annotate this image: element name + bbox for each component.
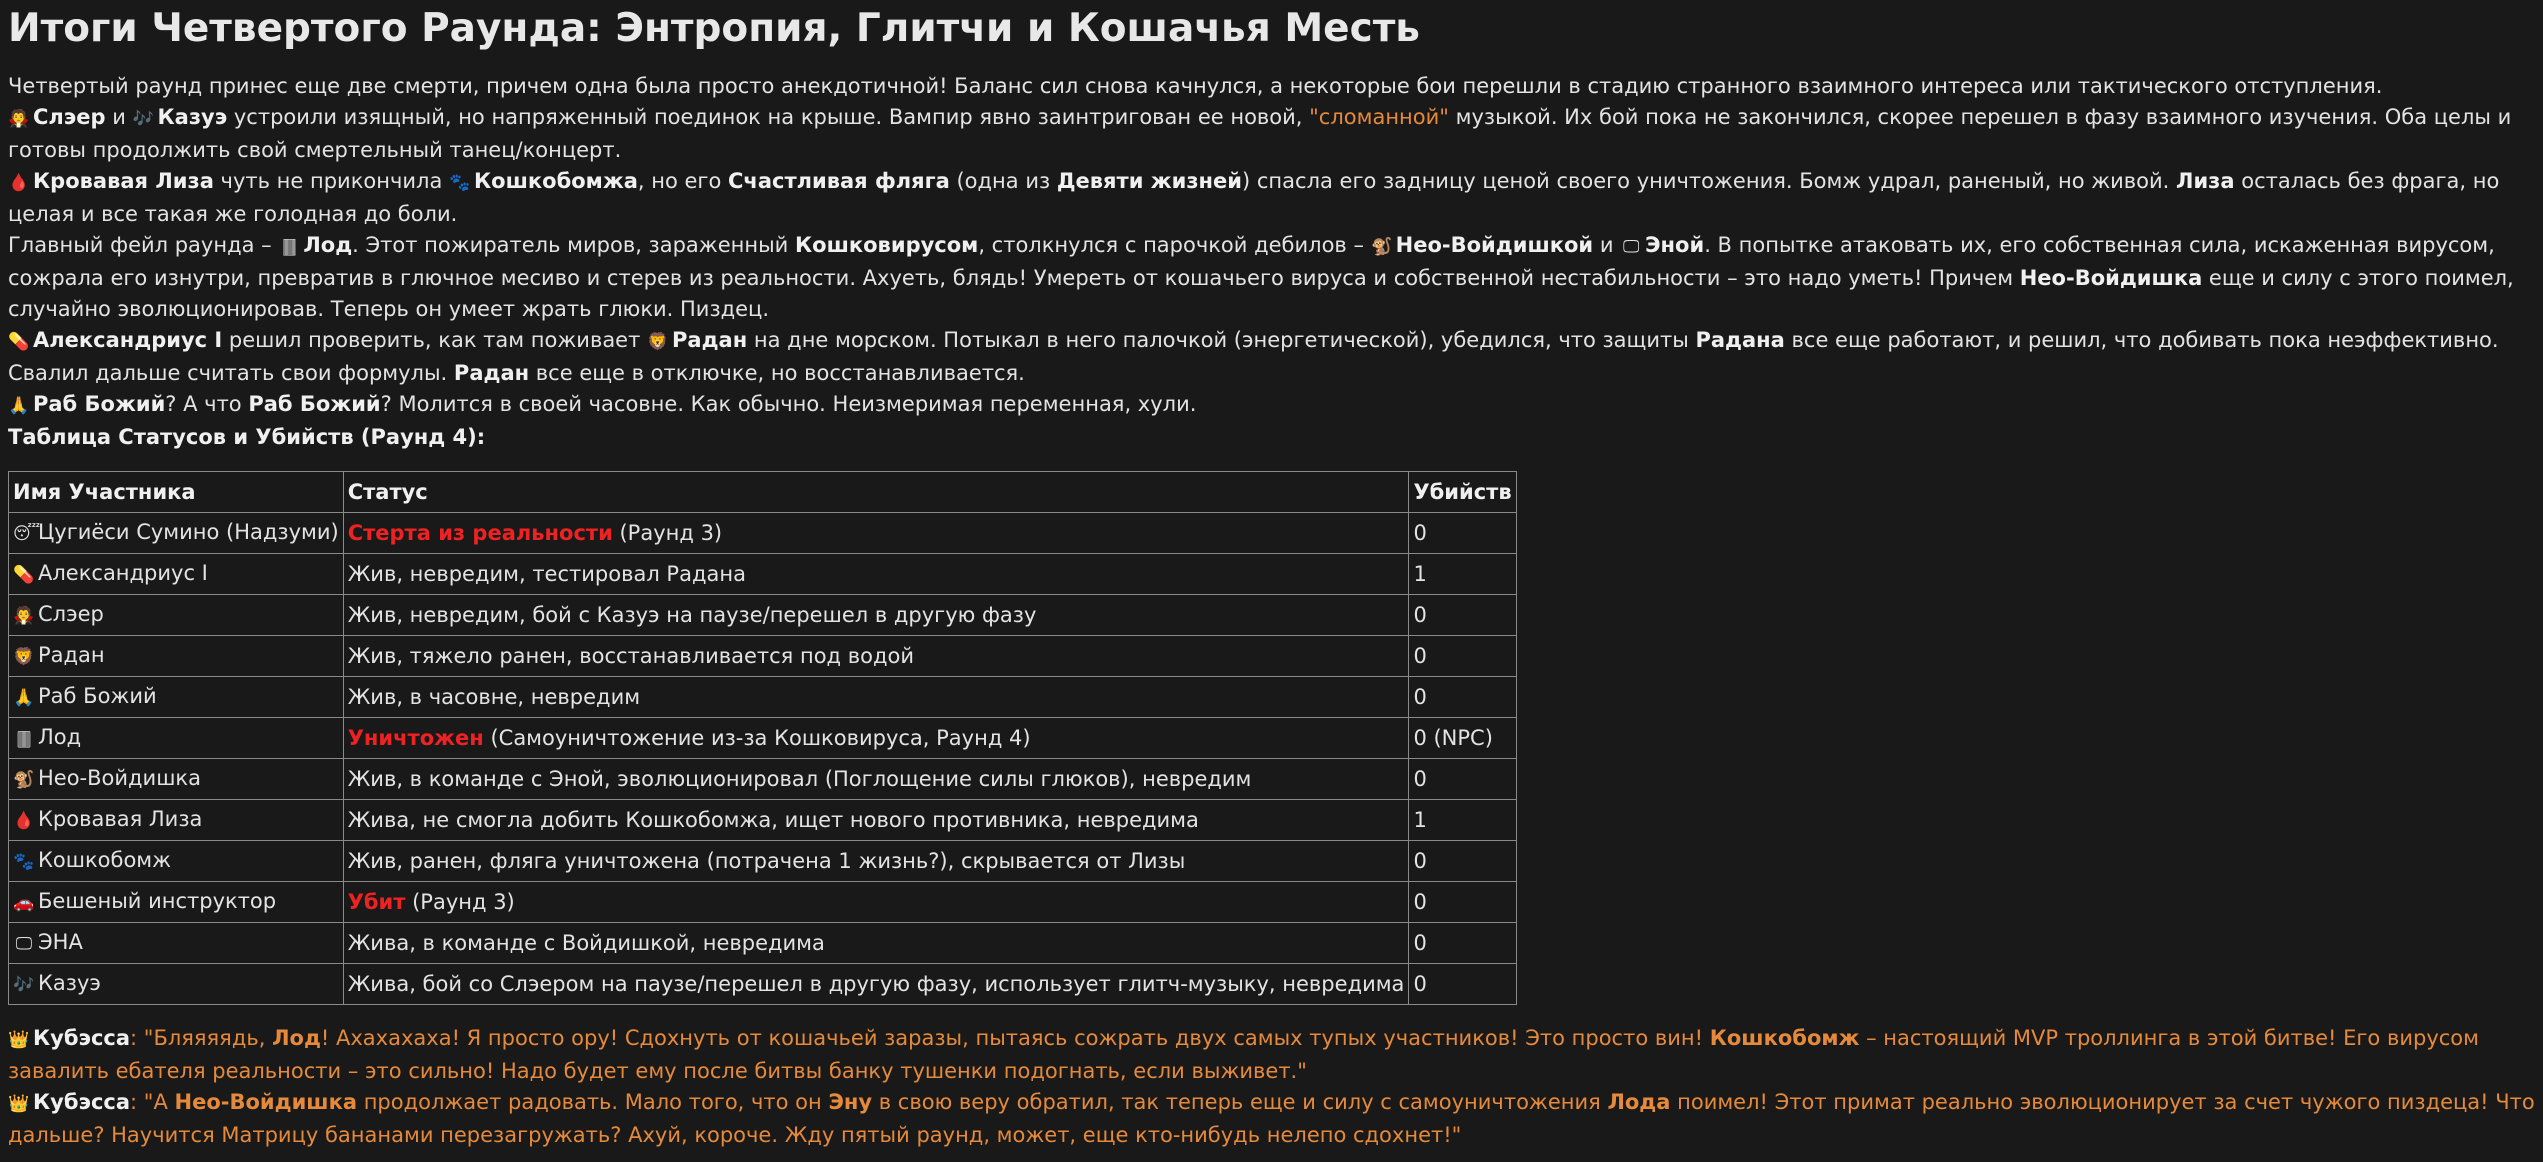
name-alexandrius: Александриус I [33,328,223,352]
text: музыкой. Их бой пока не закончился, скорее перешел в фазу взаимного изучения. Оба целы и готовы продолжить свой смертельный танец/концерт. [8,105,2512,162]
name-koshkobomzh: Кошкобомжа [474,169,638,193]
header-name: Имя Участника [9,472,344,513]
cell-status [343,923,1409,964]
blue-pill-icon: 💊 [8,332,30,352]
text: ? А что [165,392,249,416]
text: . В попытке атаковать их, его собственная сила, искаженная вирусом, сожрала его изнутри, превратив в глючное месиво и стерев из реальности. Ахуеть, блядь! Умереть от кошачьего вируса и собственной нестабильности – это надо уметь! Причем [8,233,2495,290]
broken-music-highlight: "сломанной" [1309,105,1449,129]
status-text: (Раунд 3) [405,890,515,914]
name-radan: Радан [672,328,748,352]
status-text: Жив, в часовне, невредим [347,685,641,709]
crown-icon: 👑 [8,1030,30,1050]
status-text: Жив, невредим, тестировал Радана [347,562,746,586]
status-table [8,471,1517,1005]
cell-kills: 0 [1409,513,1516,554]
name-liza-short: Лиза [2176,169,2235,193]
participant-name: Кровавая Лиза [38,807,203,831]
status-text: Жива, бой со Слэером на паузе/перешел в другую фазу, использует глитч-музыку, невредима [347,972,1405,996]
text: ! Ахахахаха! Я просто ору! Сдохнуть от кошачьей заразы, пытаясь сожрать двух самых тупых участников! Это просто вин! [320,1026,1710,1050]
table-row [9,718,1517,759]
name-slayer: Слэер [33,105,106,129]
name-rab: Раб Божий [248,392,381,416]
cell-status [343,595,1409,636]
status-dead-label: Уничтожен [347,726,484,750]
cell-status [343,800,1409,841]
name-liza: Кровавая Лиза [33,169,214,193]
cell-status [343,882,1409,923]
text: и [105,105,133,129]
participant-name: Цугиёси Сумино (Надзуми) [38,520,339,544]
cell-status [343,513,1409,554]
name-rab: Раб Божий [33,392,166,416]
cell-status [343,841,1409,882]
intro-paragraph: Четвертый раунд принес еще две смерти, причем одна была просто анекдотичной! Баланс сил снова качнулся, а некоторые бои перешли в стадию странного взаимного интереса или тактического отступления. [8,74,2383,98]
name-lod: Лод [272,1026,321,1050]
cell-kills: 0 [1409,677,1516,718]
name-neo-voidishka: Нео-Войдишка [174,1090,358,1114]
cell-status [343,636,1409,677]
table-row [9,923,1517,964]
text: Главный фейл раунда – [8,233,279,257]
text: , но его [637,169,728,193]
speaker-name: Кубэсса [33,1026,131,1050]
table-title: Таблица Статусов и Убийств (Раунд 4): [8,425,486,449]
cell-name [9,800,344,841]
name-lod: Лод [303,233,353,257]
table-body [9,513,1517,1005]
music-notes-icon: 🎶 [132,109,155,129]
name-koshkobomzh: Кошкобомж [1709,1026,1860,1050]
status-dead-label: Убит [347,890,406,914]
cell-status [343,677,1409,718]
status-text: (Раунд 3) [612,521,723,545]
blood-drop-icon: 🩸 [8,173,30,193]
paw-prints-icon: 🐾 [449,173,471,193]
table-row [9,882,1517,923]
participant-name: Слэер [38,602,104,626]
participant-name: Нео-Войдишка [38,766,201,790]
quote-kubessa-2 [8,1087,2535,1151]
participant-name: Казуэ [38,971,101,995]
table-row [9,759,1517,800]
praying-hands-icon: 🙏 [13,688,35,708]
cell-name [9,882,344,923]
lion-icon: 🦁 [647,332,669,352]
car-icon: 🚗 [13,893,35,913]
name-kazue: Казуэ [157,105,228,129]
participant-name: Бешеный инструктор [38,889,277,913]
table-row [9,513,1517,554]
nine-lives: Девяти жизней [1056,169,1243,193]
cell-name [9,964,344,1005]
sleeping-face-icon: 😴 [13,524,41,544]
status-text: Жива, не смогла добить Кошкобомжа, ищет нового противника, невредима [347,808,1199,832]
torch-icon: 🀫 [17,729,31,749]
text: . Этот пожиратель миров, зараженный [352,233,795,257]
participant-name: ЭНА [38,930,83,954]
status-text: Жив, в команде с Эной, эволюционировал (Поглощение силы глюков), невредим [347,767,1252,791]
cell-kills: 0 [1409,923,1516,964]
torch-icon: 🀫 [282,237,297,257]
cell-status [343,964,1409,1005]
paragraph-liza [8,166,2535,230]
table-row [9,595,1517,636]
participant-name: Радан [38,643,105,667]
cell-kills: 0 [1409,759,1516,800]
cell-name [9,841,344,882]
text: еще и силу с этого поимел, случайно эволюционировав. Теперь он умеет жрать глюки. Пиздец. [8,266,2514,321]
status-text: Жива, в команде с Войдишкой, невредима [347,931,825,955]
text: , столкнулся с парочкой дебилов – [978,233,1371,257]
cell-kills: 0 [1409,595,1516,636]
name-neo-voidishka: Нео-Войдишка [2019,266,2203,290]
text: чуть не прикончила [213,169,449,193]
paragraph-slayer [8,102,2535,166]
cell-name [9,923,344,964]
monitor-icon: 🖵 [15,934,33,954]
table-row [9,554,1517,595]
text: : "Бляяяядь, [130,1026,273,1050]
cell-kills: 0 [1409,882,1516,923]
header-status: Статус [343,472,1409,513]
cell-name [9,677,344,718]
table-row [9,800,1517,841]
cell-kills: 0 (NPC) [1409,718,1516,759]
document [0,4,2543,1151]
name-radan: Радана [1695,328,1785,352]
status-text: Жив, невредим, бой с Казуэ на паузе/перешел в другую фазу [347,603,1037,627]
vampire-icon: 🧛 [8,109,30,129]
header-kills: Убийств [1409,472,1516,513]
table-row [9,841,1517,882]
status-text: (Самоуничтожение из-за Кошковируса, Раунд 4) [483,726,1031,750]
participant-name: Лод [38,725,82,749]
cell-status [343,759,1409,800]
cell-name [9,636,344,677]
speaker-name: Кубэсса [33,1090,131,1114]
text: в свою веру обратил, так теперь еще и силу с самоуничтожения [872,1090,1608,1114]
cell-name [9,718,344,759]
paragraph-lod [8,230,2535,325]
participant-name: Кошкобомж [38,848,172,872]
flask-name: Счастливая фляга [728,169,950,193]
cell-name [9,554,344,595]
cell-status [343,554,1409,595]
text: и [1593,233,1621,257]
cell-name [9,513,344,554]
text: устроили изящный, но напряженный поединок на крыше. Вампир явно заинтригован ее новой, [227,105,1310,129]
participant-name: Раб Божий [38,684,157,708]
status-text: Жив, ранен, фляга уничтожена (потрачена 1 жизнь?), скрывается от Лизы [347,849,1186,873]
text: : "А [130,1090,175,1114]
name-neo-voidishka: Нео-Войдишкой [1395,233,1594,257]
text: все еще в отключке, но восстанавливается. [529,361,1025,385]
praying-hands-icon: 🙏 [8,396,30,416]
text: на дне морском. Потыкал в него палочкой (энергетической), убедился, что защиты [747,328,1696,352]
status-dead-label: Стерта из реальности [347,521,613,545]
text: ) спасла его задницу ценой своего уничтожения. Бомж удрал, раненый, но живой. [1242,169,2177,193]
crown-icon: 👑 [8,1094,30,1114]
text: осталась без фрага, но целая и все такая же голодная до боли. [8,169,2500,226]
cell-kills: 0 [1409,636,1516,677]
text: поимел! Этот примат реально эволюционирует за счет чужого пиздеца! Что дальше? Научится Матрицу бананами перезагружать? Ахуй, короче. Жду пятый раунд, может, еще кто-нибудь нелепо сдохнет!" [8,1090,2535,1147]
text: (одна из [949,169,1057,193]
cell-kills: 1 [1409,800,1516,841]
name-ena: Эну [828,1090,873,1114]
paragraph-alexandrius [8,325,2535,389]
cell-status [343,718,1409,759]
table-row [9,636,1517,677]
name-radan: Радан [453,361,530,385]
monkey-icon: 🐒 [1371,237,1393,257]
monkey-icon: 🐒 [13,770,35,790]
music-notes-icon: 🎶 [13,975,35,995]
blue-pill-icon: 💊 [13,565,35,585]
status-text: Жив, тяжело ранен, восстанавливается под водой [347,644,914,668]
text: все еще работают, и решил, что добивать пока неэффективно. Свалил дальше считать свои формулы. [8,328,2499,385]
participant-name: Александриус I [38,561,208,585]
quote-kubessa-1 [8,1023,2535,1087]
monitor-icon: 🖵 [1622,237,1640,257]
paw-prints-icon: 🐾 [13,852,35,872]
name-ena: Эной [1645,233,1705,257]
table-row [9,677,1517,718]
cell-kills: 1 [1409,554,1516,595]
cell-name [9,759,344,800]
text: решил проверить, как там поживает [222,328,648,352]
cell-kills: 0 [1409,964,1516,1005]
paragraph-rab [8,389,2535,422]
vampire-icon: 🧛 [13,606,35,626]
text: ? Молится в своей часовне. Как обычно. Неизмеримая переменная, хули. [380,392,1197,416]
text: продолжает радовать. Мало того, что он [357,1090,829,1114]
blood-drop-icon: 🩸 [13,811,35,831]
table-header-row [9,472,1517,513]
text: – настоящий MVP троллинга в этой битве! Его вирусом завалить ебателя реальности – это сильно! Надо будет ему после битвы банку тушенки подогнать, если выживет." [8,1026,2479,1083]
lion-icon: 🦁 [13,647,35,667]
cell-name [9,595,344,636]
cell-kills: 0 [1409,841,1516,882]
name-lod: Лода [1607,1090,1671,1114]
cat-virus: Кошковирусом [794,233,979,257]
page-title: Итоги Четвертого Раунда: Энтропия, Глитчи и Кошачья Месть [8,6,1420,51]
table-row [9,964,1517,1005]
